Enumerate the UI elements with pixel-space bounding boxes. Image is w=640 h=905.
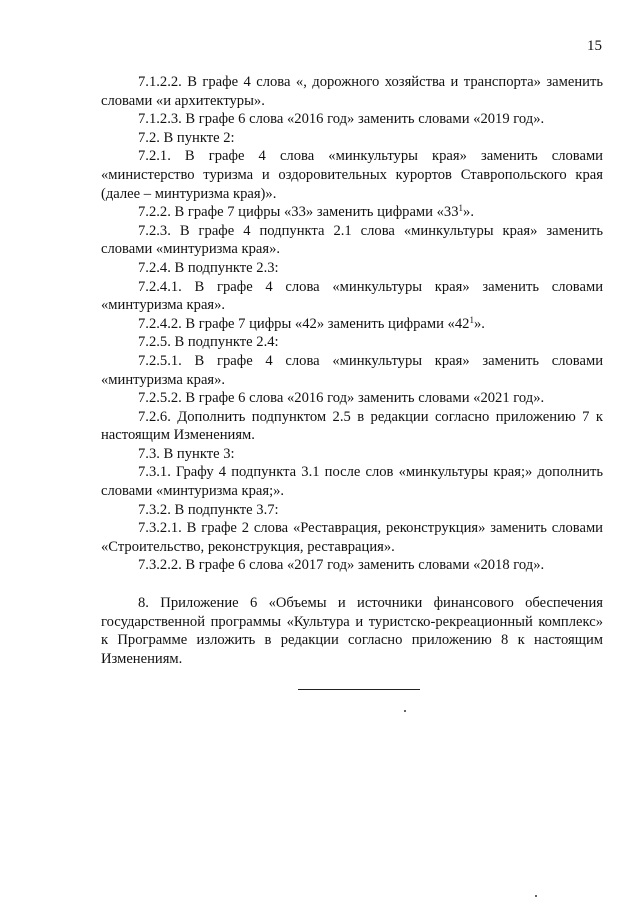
paragraph-7-2-4-2-text: 7.2.4.2. В графе 7 цифры «42» заменить цифрами «42 bbox=[138, 315, 470, 332]
paragraph-7-3-2: 7.3.2. В подпункте 3.7: bbox=[138, 501, 279, 518]
paragraph-7-2-1: 7.2.1. В графе 4 слова «минкультуры края» заменить словами «министерство туризма и оздоровительных курортов Ставропольского края (далее – минтуризма края)». bbox=[101, 148, 603, 202]
paragraph-7-1-2-3: 7.1.2.3. В графе 6 слова «2016 год» заменить словами «2019 год». bbox=[138, 111, 545, 128]
paragraph-7-3-2-2: 7.3.2.2. В графе 6 слова «2017 год» заменить словами «2018 год». bbox=[138, 557, 545, 574]
paragraph-7-2-4: 7.2.4. В подпункте 2.3: bbox=[138, 259, 279, 276]
paragraph-7-2: 7.2. В пункте 2: bbox=[138, 129, 235, 146]
paragraph-7-2-2-text: 7.2.2. В графе 7 цифры «33» заменить цифрами «33 bbox=[138, 204, 459, 221]
paragraph-7-2-3: 7.2.3. В графе 4 подпункта 2.1 слова «минкультуры края» заменить словами «минтуризма края». bbox=[101, 222, 603, 258]
paragraph-7-2-6: 7.2.6. Дополнить подпунктом 2.5 в редакции согласно приложению 7 к настоящим Изменениям. bbox=[101, 408, 603, 444]
closing-rule bbox=[298, 689, 420, 690]
paragraph-7-2-5-2: 7.2.5.2. В графе 6 слова «2016 год» заменить словами «2021 год». bbox=[138, 390, 545, 407]
document-body bbox=[101, 73, 603, 668]
paragraph-7-3-1: 7.3.1. Графу 4 подпункта 3.1 после слов «минкультуры края;» дополнить словами «минтуризма края;». bbox=[101, 464, 603, 500]
paragraph-7-2-2-end: ». bbox=[463, 204, 474, 221]
paragraph-8: 8. Приложение 6 «Объемы и источники финансового обеспечения государственной программы «Культура и туристско-рекреационный комплекс» к Программе изложить в редакции согласно приложению 8 к настоящим Изменениям. bbox=[101, 595, 603, 667]
superscript-1: 1 bbox=[469, 314, 474, 325]
paragraph-7-2-2 bbox=[101, 203, 603, 222]
scan-speck bbox=[404, 710, 406, 712]
page-number: 15 bbox=[587, 38, 602, 54]
paragraph-7-2-4-2-end: ». bbox=[473, 315, 485, 332]
paragraph-7-2-5: 7.2.5. В подпункте 2.4: bbox=[138, 334, 279, 351]
paragraph-7-2-4-1: 7.2.4.1. В графе 4 слова «минкультуры края» заменить словами «минтуризма края». bbox=[101, 278, 603, 314]
scan-speck bbox=[535, 895, 537, 897]
paragraph-7-2-4-2 bbox=[101, 315, 603, 334]
paragraph-7-3: 7.3. В пункте 3: bbox=[138, 445, 235, 462]
superscript-1: 1 bbox=[458, 203, 464, 214]
paragraph-7-1-2-2: 7.1.2.2. В графе 4 слова «, дорожного хозяйства и транспорта» заменить словами «и архитектуры». bbox=[101, 74, 603, 109]
paragraph-7-2-5-1: 7.2.5.1. В графе 4 слова «минкультуры края» заменить словами «минтуризма края». bbox=[101, 352, 603, 388]
paragraph-7-3-2-1: 7.3.2.1. В графе 2 слова «Реставрация, реконструкция» заменить словами «Строительство, реконструкция, реставрация». bbox=[101, 520, 603, 555]
